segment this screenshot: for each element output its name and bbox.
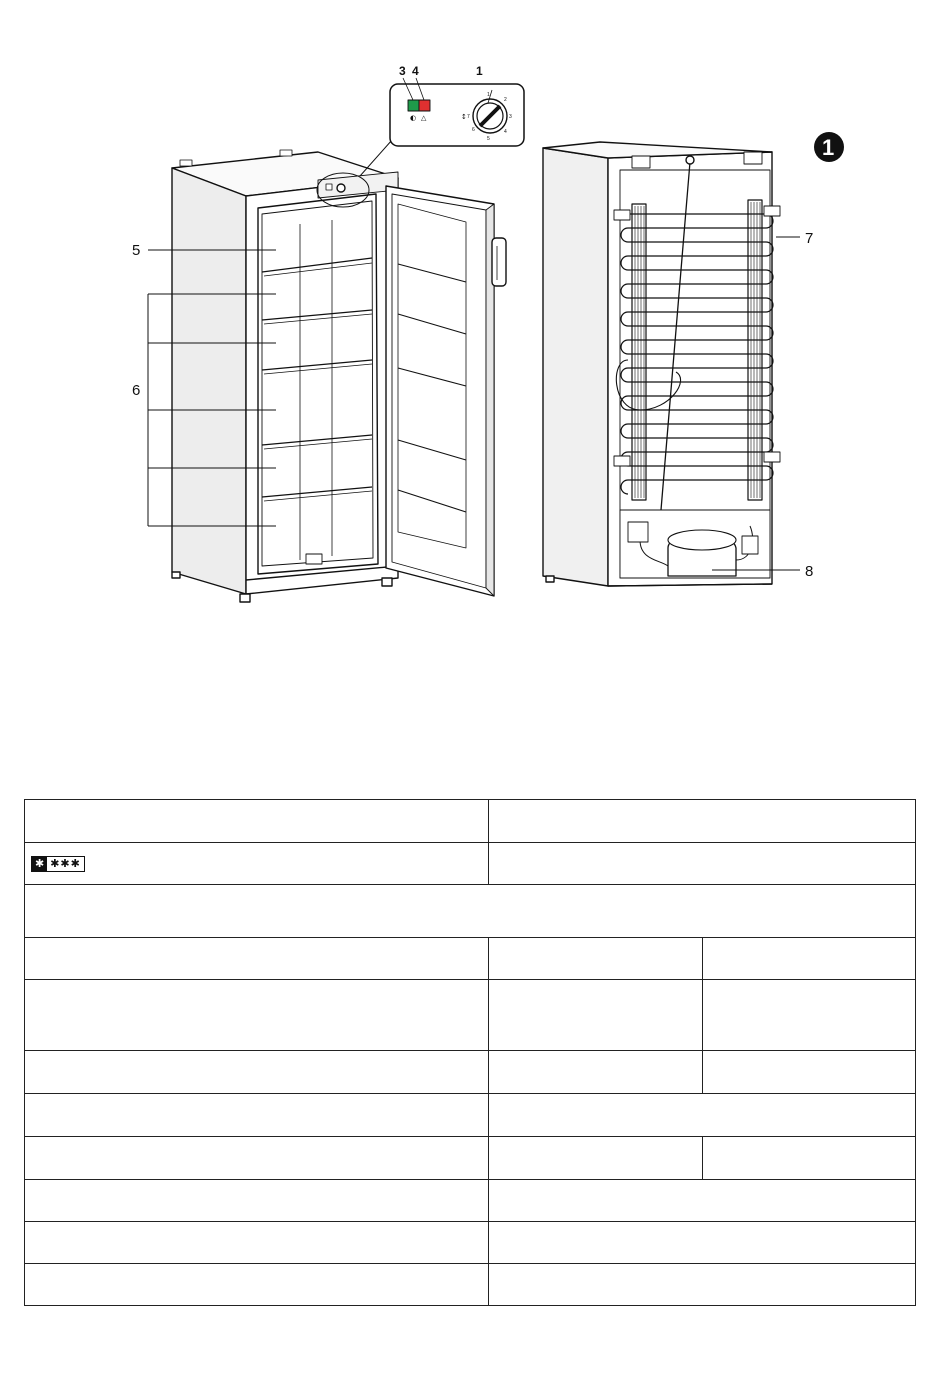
table-cell (25, 1137, 489, 1180)
table-row (25, 938, 916, 980)
table-cell (25, 885, 916, 938)
label-condenser: 7 (805, 230, 814, 247)
table-cell (489, 1094, 916, 1137)
warning-lamp-icon: △ (421, 114, 427, 122)
table-cell (489, 1051, 703, 1094)
table-row (25, 843, 916, 885)
dial-number: 5 (487, 136, 490, 142)
table-cell (489, 1180, 916, 1222)
table-cell-star-rating (25, 843, 489, 885)
table-row (25, 885, 916, 938)
table-cell (703, 1137, 916, 1180)
freezer-rear-view (543, 142, 780, 586)
label-control-1: 1 (476, 64, 483, 78)
dial-number: 4 (504, 129, 507, 135)
table-cell (25, 800, 489, 843)
table-cell (25, 938, 489, 980)
table-row (25, 800, 916, 843)
dial-number: 3 (509, 114, 512, 120)
table-cell (25, 1094, 489, 1137)
table-cell (489, 1222, 916, 1264)
table-cell (489, 980, 703, 1051)
label-control-3: 3 (399, 64, 406, 78)
table-cell (489, 1264, 916, 1306)
table-cell (703, 938, 916, 980)
three-star-icon: ✱✱✱ (47, 857, 84, 871)
power-lamp-icon: ◐ (410, 114, 417, 122)
dial-number: 1 (487, 92, 490, 98)
label-drawer-top: 5 (132, 242, 141, 259)
control-panel-detail (390, 78, 524, 146)
temperature-icon: ↕ (461, 113, 467, 121)
freezer-star-icon: ✱ (32, 857, 47, 871)
figure-number-badge (814, 132, 844, 162)
table-row (25, 1264, 916, 1306)
table-row (25, 1051, 916, 1094)
freezer-front-view (172, 140, 506, 602)
table-row (25, 1137, 916, 1180)
table-cell (703, 1051, 916, 1094)
table-row (25, 980, 916, 1051)
label-compressor: 8 (805, 563, 814, 580)
table-cell (489, 938, 703, 980)
table-cell (489, 843, 916, 885)
table-row (25, 1222, 916, 1264)
table-cell (25, 1051, 489, 1094)
dial-number: 2 (504, 97, 507, 103)
condenser-coil (621, 214, 773, 494)
specification-table (24, 799, 916, 1306)
four-star-rating-icon (31, 856, 85, 872)
dial-number: 6 (472, 127, 475, 133)
dial-number: 7 (467, 114, 470, 120)
label-drawers: 6 (132, 382, 141, 399)
table-row (25, 1180, 916, 1222)
table-cell (25, 1222, 489, 1264)
table-cell (489, 800, 916, 843)
table-cell (25, 980, 489, 1051)
table-cell (25, 1180, 489, 1222)
figure-number: 1 (822, 135, 835, 160)
table-cell (703, 980, 916, 1051)
table-cell (489, 1137, 703, 1180)
table-row (25, 1094, 916, 1137)
table-cell (25, 1264, 489, 1306)
appliance-diagram (0, 0, 950, 660)
label-control-4: 4 (412, 64, 419, 78)
